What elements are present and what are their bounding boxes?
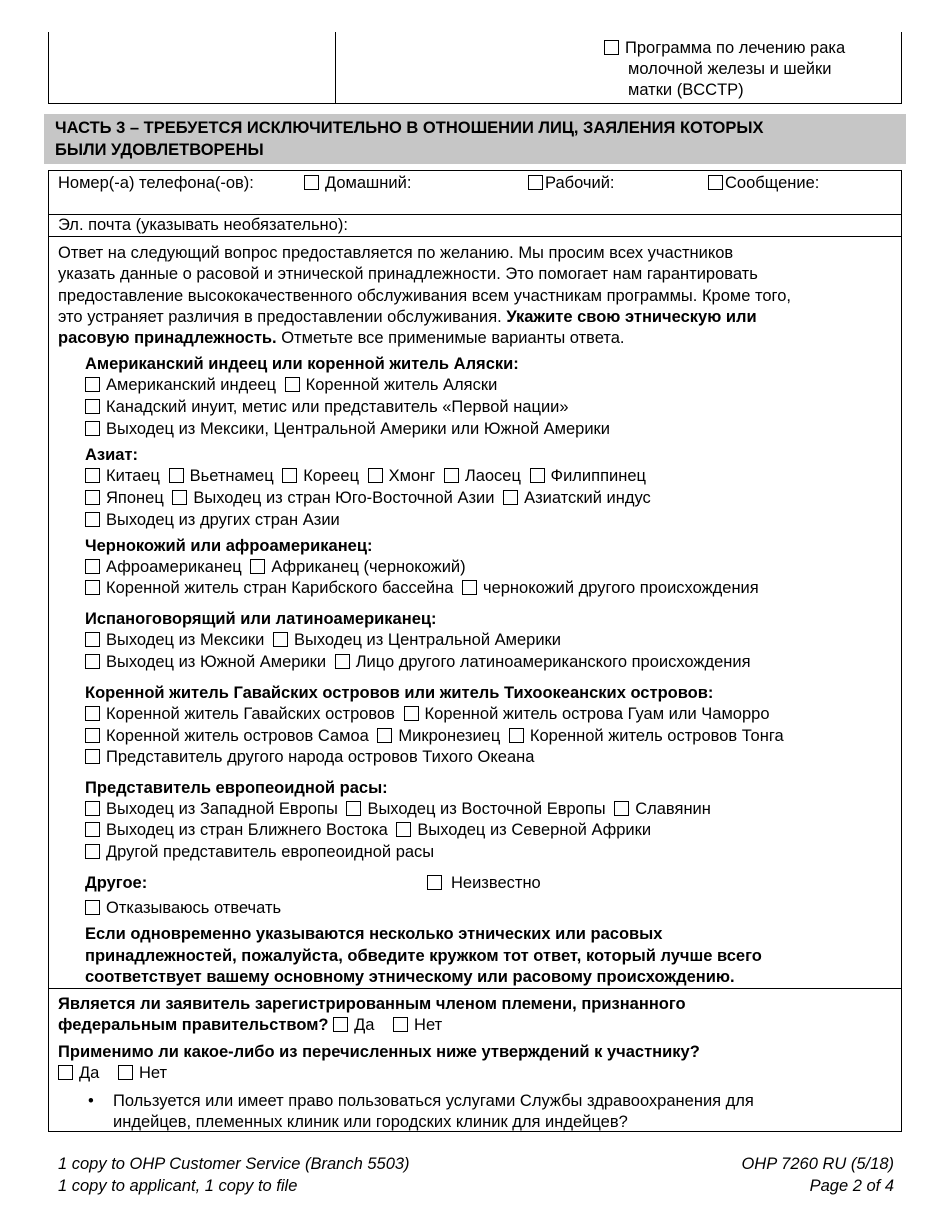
phone-work-option[interactable] [528, 173, 615, 194]
checkbox[interactable] [404, 706, 419, 721]
intro-line: указать данные о расовой и этнической принадлежности. Это помогает нам гарантировать [58, 265, 758, 283]
multi-note: принадлежностей, пожалуйста, обведите кружком тот ответ, который лучше всего [85, 947, 762, 965]
bccp-checkbox[interactable] [604, 40, 619, 55]
option-label: Лицо другого латиноамериканского происхождения [355, 653, 751, 671]
option[interactable] [85, 578, 453, 599]
checkbox[interactable] [85, 468, 100, 483]
option[interactable] [85, 630, 264, 651]
option-label: Представитель другого народа островов Тихого Океана [106, 748, 535, 766]
checkbox[interactable] [85, 632, 100, 647]
option-row [85, 799, 715, 820]
bccp-label-2: молочной железы и шейки [628, 60, 832, 78]
option-row [85, 375, 501, 396]
phone-work-checkbox[interactable] [528, 175, 543, 190]
option-label: Коренной житель островов Самоа [106, 727, 369, 745]
checkbox[interactable] [368, 468, 383, 483]
option[interactable] [368, 466, 436, 487]
phone-message-option[interactable] [708, 173, 819, 194]
group-title-pacific: Коренной житель Гавайских островов или житель Тихоокеанских островов: [85, 684, 714, 702]
option-label: Выходец из стран Ближнего Востока [106, 821, 388, 839]
checkbox[interactable] [346, 801, 361, 816]
applies-question: Применимо ли какое-либо из перечисленных ниже утверждений к участнику? [58, 1043, 700, 1061]
option-label: Хмонг [388, 467, 436, 485]
checkbox[interactable] [273, 632, 288, 647]
applies-yes[interactable] [58, 1063, 99, 1084]
option-label: Да [354, 1016, 375, 1034]
tribe-yes[interactable] [333, 1015, 374, 1036]
option-decline[interactable] [85, 898, 281, 919]
phone-work-label: Рабочий: [545, 174, 615, 192]
checkbox[interactable] [250, 559, 265, 574]
intro-bold: расовую принадлежность. [58, 329, 277, 347]
box-border [48, 236, 902, 237]
option[interactable] [404, 704, 770, 725]
applies-row [58, 1063, 171, 1084]
table-border [48, 32, 49, 104]
email-label: Эл. почта (указывать необязательно): [58, 216, 348, 234]
option[interactable] [85, 747, 534, 768]
checkbox[interactable] [85, 580, 100, 595]
option[interactable] [85, 466, 160, 487]
phone-message-checkbox[interactable] [708, 175, 723, 190]
tribe-question-row [58, 1015, 446, 1036]
group-title-native: Американский индеец или коренной житель Аляски: [85, 355, 519, 373]
option-label: Выходец из Западной Европы [106, 800, 338, 818]
option[interactable] [169, 466, 274, 487]
option[interactable] [462, 578, 759, 599]
option[interactable] [377, 726, 500, 747]
checkbox[interactable] [503, 490, 518, 505]
option-label: Канадский инуит, метис или представитель «Первой нации» [106, 398, 569, 416]
footer-left-1: 1 copy to OHP Customer Service (Branch 5503) [58, 1155, 410, 1173]
table-border [901, 32, 902, 104]
option-row [85, 578, 763, 599]
checkbox[interactable] [85, 801, 100, 816]
checkbox[interactable] [85, 900, 100, 915]
option-label: Да [79, 1064, 100, 1082]
tribe-question-text: федеральным правительством? [58, 1016, 329, 1034]
footer-right-2: Page 2 of 4 [809, 1177, 894, 1195]
option[interactable] [346, 799, 605, 820]
option-row [85, 488, 655, 509]
applies-no[interactable] [118, 1063, 167, 1084]
option[interactable] [85, 799, 338, 820]
phone-home-option[interactable] [304, 173, 411, 194]
table-border [335, 32, 336, 104]
option-label: Японец [106, 489, 164, 507]
table-border [48, 103, 902, 104]
checkbox[interactable] [172, 490, 187, 505]
checkbox[interactable] [335, 654, 350, 669]
option[interactable] [282, 466, 359, 487]
option-label: Китаец [106, 467, 161, 485]
option[interactable] [530, 466, 646, 487]
box-border [48, 988, 902, 989]
option[interactable] [85, 842, 434, 863]
checkbox[interactable] [85, 421, 100, 436]
tribe-no[interactable] [393, 1015, 442, 1036]
option[interactable] [85, 375, 276, 396]
intro-text: это устраняет различия в предоставлении обслуживания. [58, 308, 507, 326]
intro-line: Ответ на следующий вопрос предоставляется по желанию. Мы просим всех участников [58, 244, 734, 262]
checkbox[interactable] [85, 706, 100, 721]
phone-message-label: Сообщение: [725, 174, 820, 192]
option-label: Другой представитель европеоидной расы [106, 843, 435, 861]
option-label: Выходец из Центральной Америки [293, 631, 561, 649]
option[interactable] [285, 375, 498, 396]
checkbox[interactable] [85, 377, 100, 392]
group-title-hispanic: Испаноговорящий или латиноамериканец: [85, 610, 437, 628]
option-label: Лаосец [464, 467, 521, 485]
multi-note: соответствует вашему основному этническому или расовому происхождению. [85, 968, 735, 986]
option-label: Выходец из Мексики, Центральной Америки или Южной Америки [106, 420, 610, 438]
checkbox[interactable] [333, 1017, 348, 1032]
option-label: Кореец [303, 467, 360, 485]
intro-line [58, 328, 624, 349]
checkbox[interactable] [85, 749, 100, 764]
option-label: Нет [138, 1064, 168, 1082]
checkbox[interactable] [85, 512, 100, 527]
phone-home-label: Домашний: [325, 174, 412, 192]
checkbox[interactable] [85, 490, 100, 505]
part3-header-line-1: ЧАСТЬ 3 – ТРЕБУЕТСЯ ИСКЛЮЧИТЕЛЬНО В ОТНОШЕНИИ ЛИЦ, ЗАЯЛЕНИЯ КОТОРЫХ [55, 119, 764, 137]
option[interactable] [250, 557, 465, 578]
phone-label: Номер(-а) телефона(-ов): [58, 174, 254, 192]
option-label: Коренной житель Гавайских островов [106, 705, 395, 723]
option-label: Неизвестно [451, 874, 541, 892]
option[interactable] [85, 652, 326, 673]
option[interactable] [85, 704, 395, 725]
option[interactable] [509, 726, 784, 747]
option-label: Американский индеец [106, 376, 277, 394]
option-label: Выходец из Северной Африки [417, 821, 652, 839]
checkbox[interactable] [118, 1065, 133, 1080]
option-row [85, 726, 788, 747]
multi-note: Если одновременно указываются несколько этнических или расовых [85, 925, 663, 943]
checkbox[interactable] [169, 468, 184, 483]
option[interactable] [85, 419, 610, 440]
option-label: Африканец (чернокожий) [271, 558, 466, 576]
checkbox[interactable] [377, 728, 392, 743]
checkbox[interactable] [85, 654, 100, 669]
checkbox[interactable] [393, 1017, 408, 1032]
checkbox[interactable] [530, 468, 545, 483]
checkbox[interactable] [85, 822, 100, 837]
group-title-black: Чернокожий или афроамериканец: [85, 537, 373, 555]
option[interactable] [503, 488, 651, 509]
option[interactable] [273, 630, 561, 651]
option-label: Выходец из других стран Азии [106, 511, 340, 529]
option-row [85, 704, 774, 725]
option[interactable] [85, 557, 242, 578]
group-title-white: Представитель европеоидной расы: [85, 779, 388, 797]
option-label: Отказываюсь отвечать [106, 899, 282, 917]
checkbox[interactable] [85, 728, 100, 743]
part3-header-line-2: БЫЛИ УДОВЛЕТВОРЕНЫ [55, 141, 264, 159]
checkbox[interactable] [285, 377, 300, 392]
option-label: Коренной житель островов Тонга [529, 727, 784, 745]
option-label: Выходец из Южной Америки [106, 653, 327, 671]
option-label: Коренной житель острова Гуам или Чаморро [424, 705, 770, 723]
option-label: Нет [414, 1016, 443, 1034]
applies-bullet: индейцев, племенных клиник или городских клиник для индейцев? [113, 1113, 628, 1131]
option-row [85, 557, 470, 578]
checkbox[interactable] [58, 1065, 73, 1080]
checkbox[interactable] [85, 559, 100, 574]
checkbox[interactable] [282, 468, 297, 483]
option[interactable] [614, 799, 711, 820]
option-row [85, 820, 655, 841]
option-label: Славянин [635, 800, 711, 818]
checkbox[interactable] [444, 468, 459, 483]
applies-bullet: Пользуется или имеет право пользоваться услугами Службы здравоохранения для [113, 1092, 754, 1110]
option-row [85, 630, 565, 651]
intro-line: предоставление высококачественного обслуживания всем участникам программы. Кроме того, [58, 287, 791, 305]
intro-line [58, 307, 757, 328]
option-row [85, 466, 650, 487]
footer-right-1: OHP 7260 RU (5/18) [741, 1155, 894, 1173]
phone-home-checkbox[interactable] [304, 175, 319, 190]
bccp-label-3: матки (BCCTP) [628, 81, 744, 99]
option-label: Афроамериканец [106, 558, 242, 576]
option-label: чернокожий другого происхождения [482, 579, 759, 597]
checkbox[interactable] [85, 399, 100, 414]
bullet-icon: • [88, 1092, 94, 1110]
option-label: Выходец из Восточной Европы [367, 800, 606, 818]
bccp-option[interactable] [604, 38, 845, 59]
option[interactable] [85, 726, 369, 747]
intro-text: Отметьте все применимые варианты ответа. [276, 329, 625, 347]
option[interactable] [335, 652, 751, 673]
checkbox[interactable] [462, 580, 477, 595]
footer-left-2: 1 copy to applicant, 1 copy to file [58, 1177, 298, 1195]
checkbox[interactable] [509, 728, 524, 743]
group-title-asian: Азиат: [85, 446, 139, 464]
bccp-label: Программа по лечению рака [625, 39, 846, 57]
option[interactable] [444, 466, 521, 487]
option-label: Азиатский индус [524, 489, 651, 507]
option[interactable] [172, 488, 494, 509]
option[interactable] [85, 488, 164, 509]
option[interactable] [396, 820, 651, 841]
option-label: Выходец из Мексики [106, 631, 265, 649]
option[interactable] [85, 397, 569, 418]
option-label: Микронезиец [398, 727, 501, 745]
option-row [85, 652, 755, 673]
option-label: Выходец из стран Юго-Восточной Азии [193, 489, 495, 507]
option-unknown[interactable] [427, 873, 541, 894]
option-label: Филиппинец [550, 467, 646, 485]
checkbox[interactable] [614, 801, 629, 816]
option[interactable] [85, 510, 340, 531]
intro-bold: Укажите свою этническую или [506, 308, 757, 326]
option-label: Вьетнамец [189, 467, 274, 485]
box-border [48, 170, 902, 171]
option[interactable] [85, 820, 388, 841]
checkbox[interactable] [427, 875, 442, 890]
checkbox[interactable] [396, 822, 411, 837]
checkbox[interactable] [85, 844, 100, 859]
tribe-question: Является ли заявитель зарегистрированным членом племени, признанного [58, 995, 686, 1013]
option-label: Коренной житель стран Карибского бассейна [106, 579, 454, 597]
option-label: Коренной житель Аляски [305, 376, 498, 394]
group-title-other: Другое: [85, 874, 148, 892]
